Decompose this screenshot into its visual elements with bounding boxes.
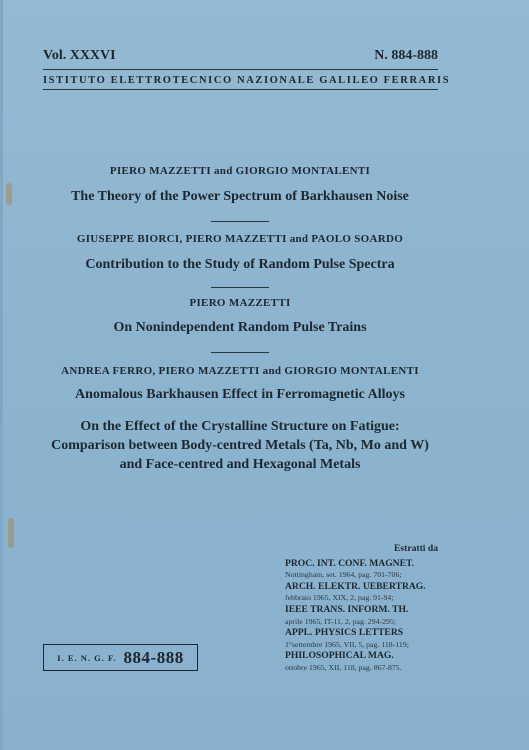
series-code-prefix: I. E. N. G. F. — [57, 652, 117, 663]
paper-title: Anomalous Barkhausen Effect in Ferromagnetic Alloys — [75, 387, 405, 402]
header-row — [43, 48, 438, 64]
series-code-box — [43, 644, 198, 671]
header-rule-bottom — [43, 89, 438, 90]
extract-journal: IEEE TRANS. INFORM. TH. — [285, 603, 409, 615]
extract-journal: PROC. INT. CONF. MAGNET. — [285, 557, 415, 569]
separator — [211, 352, 269, 353]
series-code-number: 884-888 — [123, 647, 184, 667]
separator — [211, 221, 269, 222]
paper-authors: GIUSEPPE BIORCI, PIERO MAZZETTI and PAOLO SOARDO — [76, 233, 404, 245]
paper-title: Contribution to the Study of Random Pulse Spectra — [85, 257, 395, 272]
extracts-heading: Estratti da — [394, 543, 438, 554]
final-title-line: and Face-centred and Hexagonal Metals — [119, 457, 361, 472]
volume-label: Vol. XXXVI — [43, 48, 116, 63]
paper-title: On Nonindependent Random Pulse Trains — [113, 320, 367, 335]
issue-number: N. 884-888 — [374, 48, 438, 63]
paper-authors: ANDREA FERRO, PIERO MAZZETTI and GIORGIO MONTALENTI — [61, 365, 419, 377]
extract-details: aprile 1965, IT-11, 2, pag. 294-295; — [285, 616, 396, 626]
separator — [211, 287, 269, 288]
institute-name: ISTITUTO ELETTROTECNICO NAZIONALE GALILEO FERRARIS — [43, 75, 451, 86]
extract-details: Nottingham, set. 1964, pag. 701-706; — [285, 570, 402, 580]
header-rule-top — [43, 69, 438, 70]
extract-details: ottobre 1965, XII, 118, pag. 867-875. — [285, 662, 402, 672]
final-title-line: On the Effect of the Crystalline Structure on Fatigue: — [80, 419, 400, 434]
paper-title: The Theory of the Power Spectrum of Barkhausen Noise — [71, 189, 409, 204]
paper-authors: PIERO MAZZETTI — [189, 297, 291, 309]
extract-details: 1°settembre 1965, VII, 5, pag. 118-119; — [285, 639, 409, 649]
extract-journal: ARCH. ELEKTR. UEBERTRAG. — [285, 580, 426, 592]
extracts-block — [285, 543, 460, 674]
stain-mark — [8, 518, 14, 548]
final-title-line: Comparison between Body-centred Metals (Ta, Nb, Mo and W) — [51, 438, 429, 453]
extract-journal: APPL. PHYSICS LETTERS — [285, 627, 404, 639]
extract-details: febbraio 1965, XIX, 2, pag. 91-94; — [285, 593, 394, 603]
paper-authors: PIERO MAZZETTI and GIORGIO MONTALENTI — [109, 165, 371, 177]
extract-journal: PHILOSOPHICAL MAG. — [285, 650, 394, 662]
